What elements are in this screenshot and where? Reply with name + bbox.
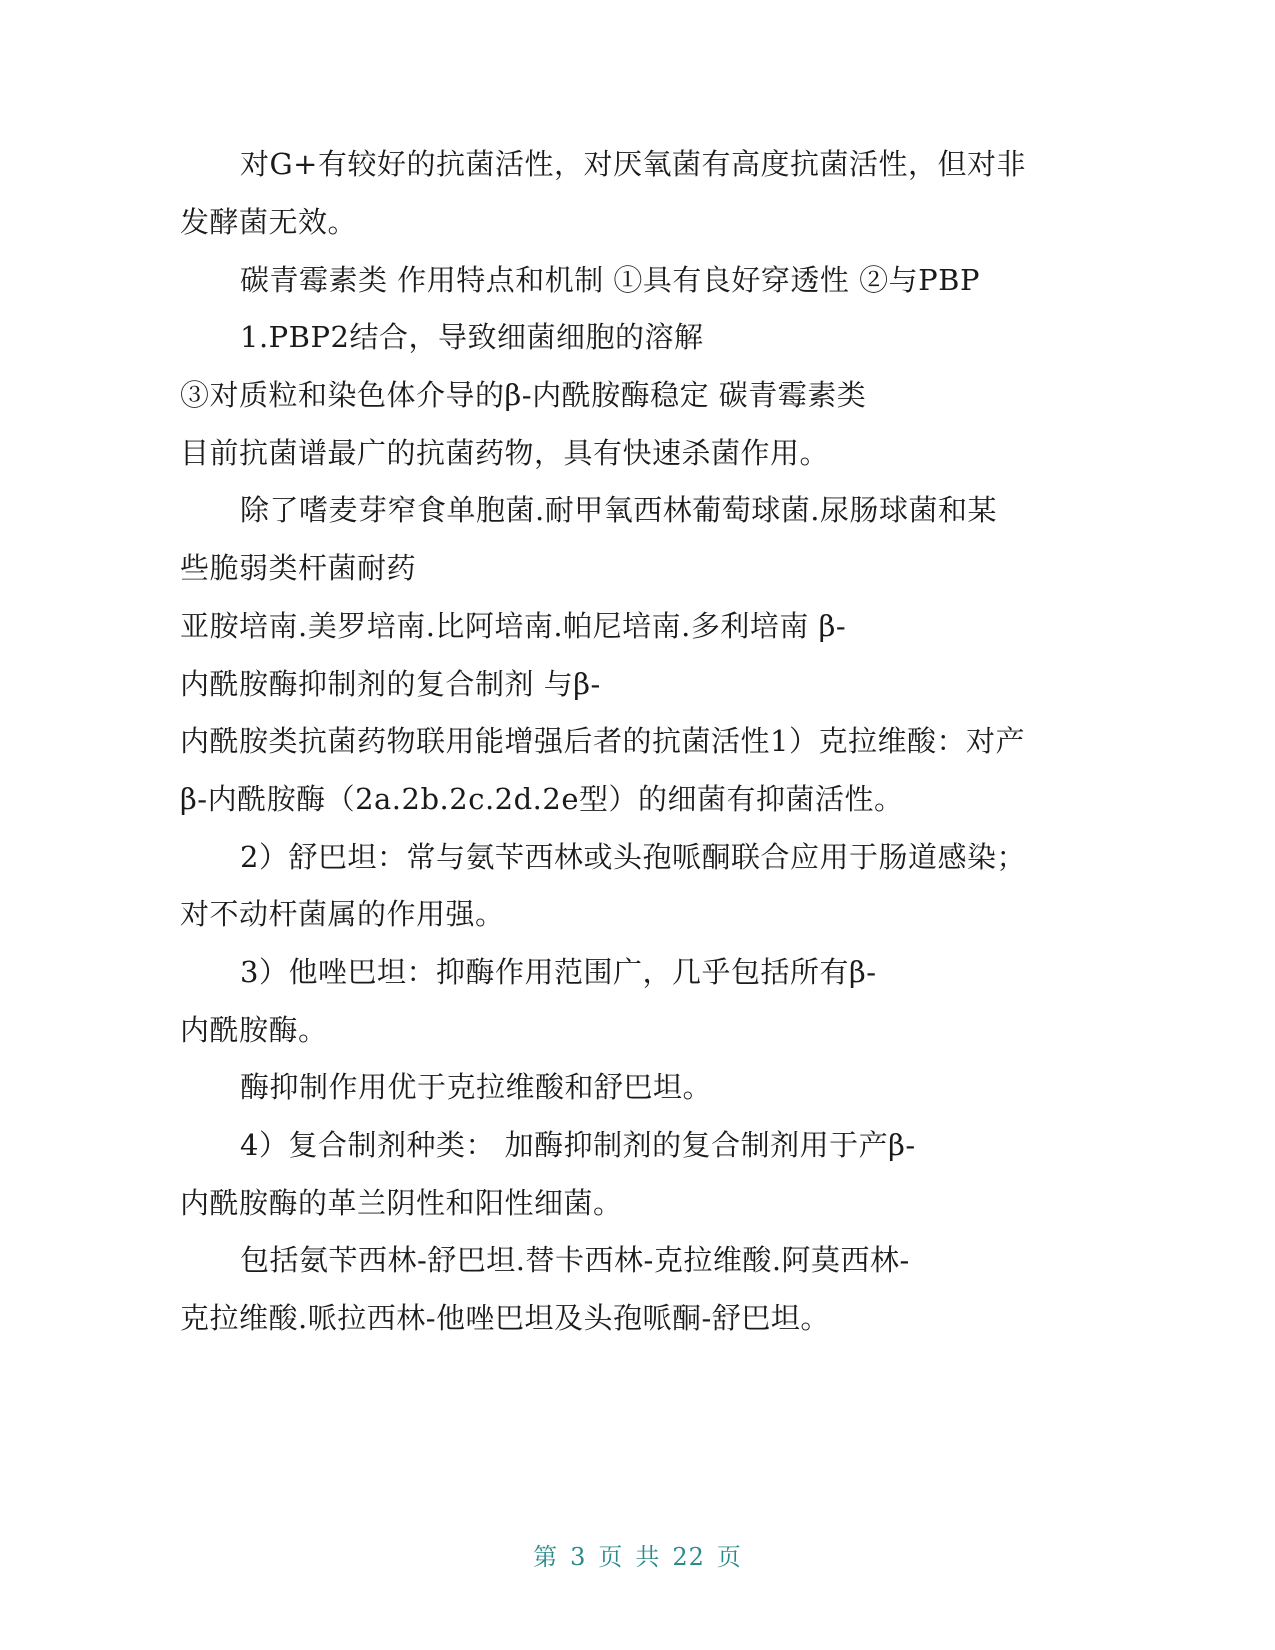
text-line: 些脆弱类杆菌耐药	[180, 551, 417, 585]
text-line: 发酵菌无效。	[180, 205, 358, 239]
text-line: 1.PBP2结合，导致细菌细胞的溶解	[240, 320, 704, 354]
text-line: 对G+有较好的抗菌活性，对厌氧菌有高度抗菌活性，但对非	[240, 147, 1026, 181]
footer-total-word: 共	[635, 1543, 661, 1571]
text-line: 2）舒巴坦：常与氨苄西林或头孢哌酮联合应用于肠道感染；	[240, 840, 1026, 874]
text-line: ③对质粒和染色体介导的β-内酰胺酶稳定 碳青霉素类	[180, 378, 867, 412]
page-footer	[0, 1542, 1275, 1572]
text-line: 目前抗菌谱最广的抗菌药物，具有快速杀菌作用。	[180, 436, 830, 470]
text-line: 酶抑制作用优于克拉维酸和舒巴坦。	[240, 1070, 713, 1104]
total-pages-number: 22	[672, 1543, 705, 1571]
footer-page-word: 页	[598, 1543, 624, 1571]
text-line: 除了嗜麦芽窄食单胞菌.耐甲氧西林葡萄球菌.尿肠球菌和某	[240, 493, 997, 527]
text-line: β-内酰胺酶（2a.2b.2c.2d.2e型）的细菌有抑菌活性。	[180, 782, 904, 816]
text-line: 4）复合制剂种类： 加酶抑制剂的复合制剂用于产β-	[240, 1128, 916, 1162]
text-line: 内酰胺酶。	[180, 1013, 328, 1047]
text-line: 对不动杆菌属的作用强。	[180, 897, 505, 931]
text-line: 3）他唑巴坦：抑酶作用范围广，几乎包括所有β-	[240, 955, 877, 989]
text-line: 内酰胺酶抑制剂的复合制剂 与β-	[180, 667, 601, 701]
text-line: 亚胺培南.美罗培南.比阿培南.帕尼培南.多利培南 β-	[180, 609, 847, 643]
text-line: 内酰胺类抗菌药物联用能增强后者的抗菌活性1）克拉维酸：对产	[180, 724, 1025, 758]
text-line: 包括氨苄西林-舒巴坦.替卡西林-克拉维酸.阿莫西林-	[240, 1243, 910, 1277]
footer-prefix: 第	[533, 1543, 559, 1571]
text-line: 碳青霉素类 作用特点和机制 ①具有良好穿透性 ②与PBP	[240, 263, 980, 297]
footer-suffix: 页	[716, 1543, 742, 1571]
text-line: 克拉维酸.哌拉西林-他唑巴坦及头孢哌酮-舒巴坦。	[180, 1301, 830, 1335]
current-page-number: 3	[570, 1543, 587, 1571]
text-line: 内酰胺酶的革兰阴性和阳性细菌。	[180, 1186, 623, 1220]
